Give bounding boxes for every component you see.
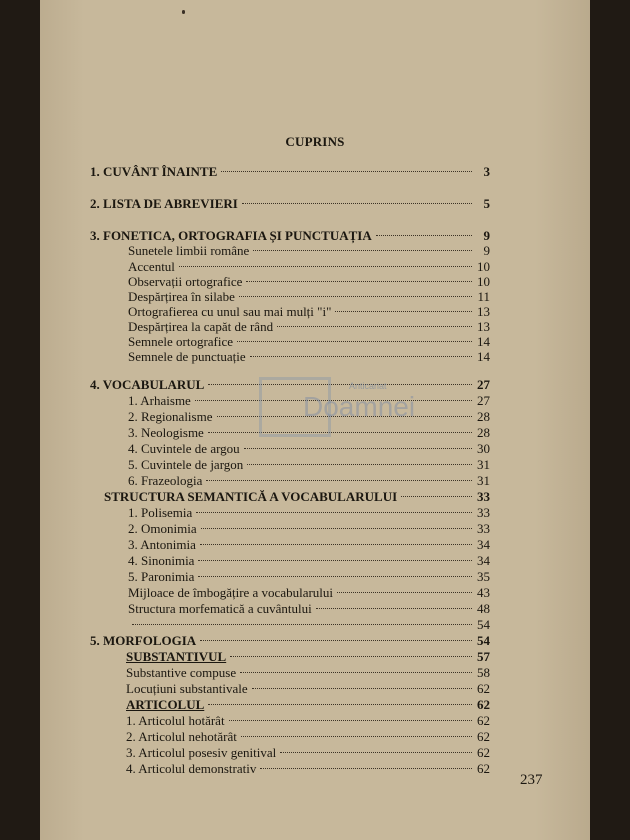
toc-entry-page: 62	[477, 697, 490, 712]
toc-entry-page: 62	[477, 761, 490, 776]
leader-dots	[200, 640, 472, 641]
leader-dots	[246, 281, 472, 282]
toc-entry-page: 30	[477, 441, 490, 456]
toc-entry-label: 6. Frazeologia	[128, 473, 203, 488]
toc-entry-label: 4. Cuvintele de argou	[128, 441, 240, 456]
toc-entry-label: Substantive compuse	[126, 665, 237, 680]
toc-entry-label: 5. MORFOLOGIA	[90, 633, 197, 648]
toc-entry-label: Locuțiuni substantivale	[126, 681, 248, 696]
leader-dots	[198, 560, 472, 561]
toc-entry-label: Ortografierea cu unul sau mai mulți "i"	[128, 304, 332, 319]
leader-dots	[247, 464, 472, 465]
toc-entry	[90, 163, 490, 181]
leader-dots	[208, 432, 472, 433]
leader-dots	[230, 656, 472, 657]
toc-entry-page: 62	[477, 745, 490, 760]
book-page	[40, 0, 590, 840]
leader-dots	[237, 341, 472, 342]
watermark-small-text: Anticariat	[349, 381, 387, 391]
leader-dots	[206, 480, 472, 481]
toc-entry-page: 35	[477, 569, 490, 584]
toc-entry-page: 43	[477, 585, 490, 600]
toc-entry-page: 58	[477, 665, 490, 680]
toc-entry-page: 48	[477, 601, 490, 616]
toc-entry-label: 2. Regionalisme	[128, 409, 213, 424]
toc-entry-label: 1. Arhaisme	[128, 393, 191, 408]
toc-entry-page: 62	[477, 681, 490, 696]
toc-entry-page: 11	[477, 289, 490, 304]
toc-entry-page: 33	[477, 489, 490, 504]
leader-dots	[200, 544, 472, 545]
leader-dots	[221, 171, 472, 172]
leader-dots	[201, 528, 472, 529]
toc-entry-label: 3. Articolul posesiv genitival	[126, 745, 277, 760]
leader-dots	[260, 768, 472, 769]
toc-entry-label: ARTICOLUL	[126, 697, 205, 712]
toc-entry-page: 57	[477, 649, 490, 664]
toc-entry-page: 33	[477, 505, 490, 520]
toc-entry-page: 62	[477, 729, 490, 744]
toc-entry-label: 3. FONETICA, ORTOGRAFIA ȘI PUNCTUAȚIA	[90, 228, 372, 243]
toc-entry-label: Structura morfematică a cuvântului	[128, 601, 312, 616]
toc-entry-label: Semnele de punctuație	[128, 349, 246, 364]
toc-entry-label: 4. Articolul demonstrativ	[126, 761, 257, 776]
toc-entry-page: 34	[477, 537, 490, 552]
page-number: 237	[520, 772, 543, 788]
toc-entry-page: 31	[477, 473, 490, 488]
watermark-big-text: Doamnei	[303, 391, 416, 422]
toc-entry-label: 2. Articolul nehotărât	[126, 729, 237, 744]
leader-dots	[337, 592, 472, 593]
toc-entry-label: Despărțirea în silabe	[128, 289, 235, 304]
leader-dots	[242, 203, 472, 204]
toc-entry	[126, 760, 490, 778]
toc-entry-page: 5	[483, 196, 490, 211]
toc-entry-page: 14	[477, 334, 490, 349]
leader-dots	[132, 624, 472, 625]
toc-entry-page: 28	[477, 409, 490, 424]
leader-dots	[401, 496, 472, 497]
leader-dots	[195, 400, 472, 401]
leader-dots	[241, 736, 472, 737]
leader-dots	[208, 704, 472, 705]
toc-entry-page: 13	[477, 304, 490, 319]
leader-dots	[316, 608, 472, 609]
toc-entry-page: 34	[477, 553, 490, 568]
toc-entry-label: Accentul	[128, 259, 175, 274]
toc-entry-page: 14	[477, 349, 490, 364]
leader-dots	[179, 266, 472, 267]
toc-entry-page: 33	[477, 521, 490, 536]
toc-entry-page: 31	[477, 457, 490, 472]
leader-dots	[244, 448, 472, 449]
toc-entry-page: 3	[483, 164, 490, 179]
toc-entry-label: 1. CUVÂNT ÎNAINTE	[90, 164, 218, 179]
toc-entry-label: Sunetele limbii române	[128, 243, 250, 258]
leader-dots	[217, 416, 473, 417]
toc-entry-label: 5. Paronimia	[128, 569, 195, 584]
leader-dots	[240, 672, 472, 673]
toc-entry-label: 3. Antonimia	[128, 537, 196, 552]
toc-entry-label: Observații ortografice	[128, 274, 243, 289]
toc-entry-label: 1. Polisemia	[128, 505, 193, 520]
toc-entry-page: 9	[483, 228, 490, 243]
toc-entry-page: 27	[477, 377, 490, 392]
leader-dots	[280, 752, 472, 753]
leader-dots	[239, 296, 472, 297]
toc-entry-label: 1. Articolul hotărât	[126, 713, 225, 728]
toc-entry-page: 10	[477, 274, 490, 289]
leader-dots	[250, 356, 472, 357]
toc-entry-label: 4. Sinonimia	[128, 553, 195, 568]
leader-dots	[196, 512, 472, 513]
leader-dots	[335, 311, 472, 312]
leader-dots	[253, 250, 472, 251]
toc-entry-label: 2. LISTA DE ABREVIERI	[90, 196, 238, 211]
toc-entry-page: 27	[477, 393, 490, 408]
toc-entry-label: 4. VOCABULARUL	[90, 377, 205, 392]
toc-entry-label: Semnele ortografice	[128, 334, 234, 349]
toc-entry-page: 54	[477, 633, 490, 648]
leader-dots	[252, 688, 472, 689]
toc-entry-page: 28	[477, 425, 490, 440]
toc-entry-page: 62	[477, 713, 490, 728]
leader-dots	[198, 576, 472, 577]
leader-dots	[229, 720, 472, 721]
toc-entry-label: Despărțirea la capăt de rând	[128, 319, 274, 334]
toc-entry-label: 2. Omonimia	[128, 521, 197, 536]
toc-entry-page: 9	[483, 243, 490, 258]
toc-entry-page: 13	[477, 319, 490, 334]
toc-entry-page: 54	[477, 617, 490, 632]
toc-entry-label: STRUCTURA SEMANTICĂ A VOCABULARULUI	[104, 489, 398, 504]
leader-dots	[208, 384, 472, 385]
toc-entry-label: SUBSTANTIVUL	[126, 649, 227, 664]
leader-dots	[277, 326, 472, 327]
toc-entry-label: 5. Cuvintele de jargon	[128, 457, 244, 472]
toc-title: CUPRINS	[285, 134, 345, 149]
table-of-contents	[40, 0, 590, 840]
toc-entry-label: Mijloace de îmbogățire a vocabularului	[128, 585, 334, 600]
leader-dots	[376, 235, 472, 236]
toc-entry-label: 3. Neologisme	[128, 425, 204, 440]
toc-entry-page: 10	[477, 259, 490, 274]
toc-entry	[128, 348, 490, 366]
toc-entry	[90, 195, 490, 213]
